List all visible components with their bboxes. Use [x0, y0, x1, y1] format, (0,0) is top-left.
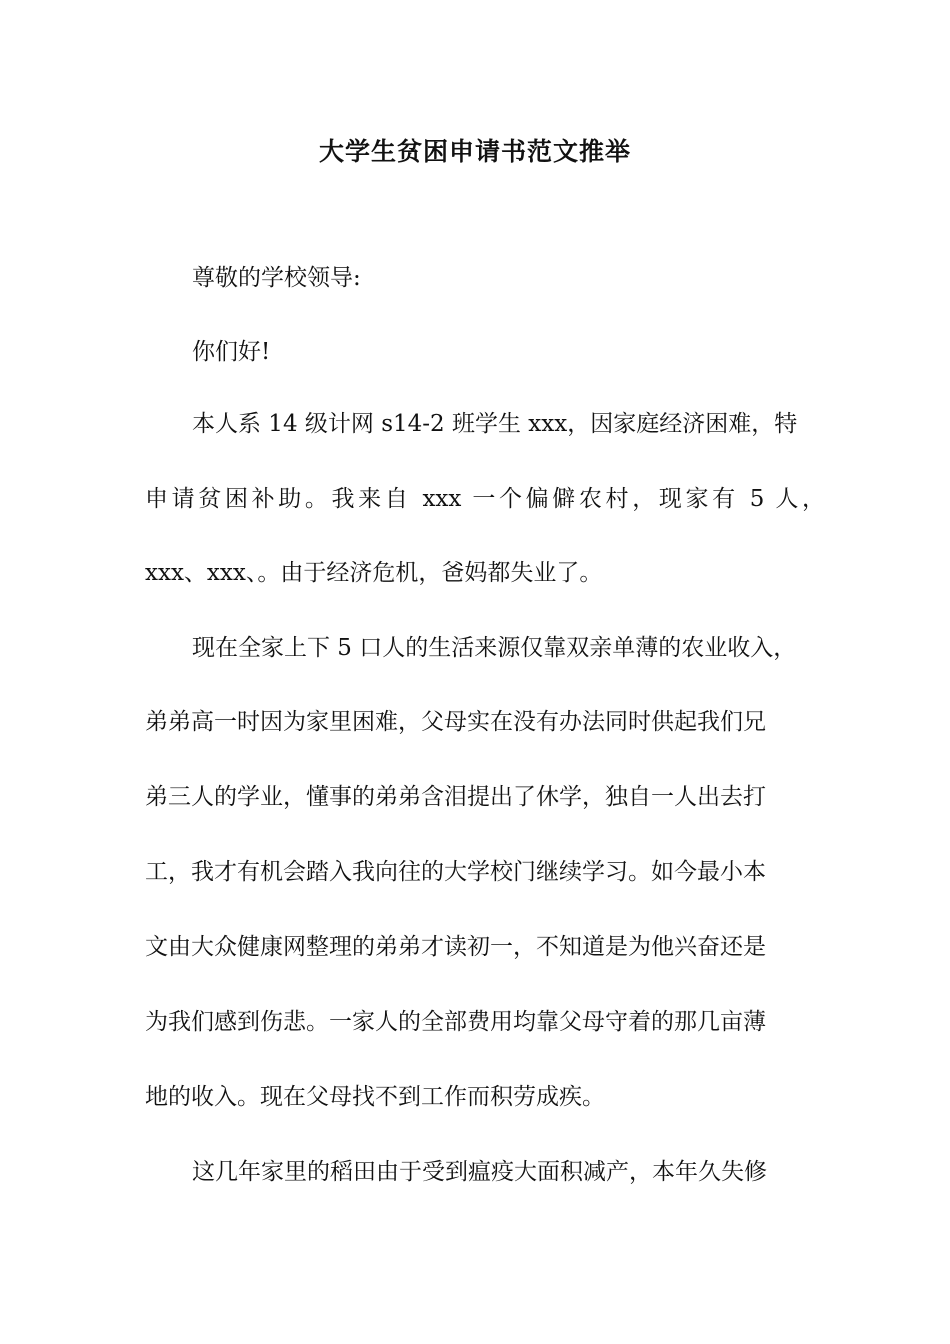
paragraph-line: 弟弟高一时因为家里困难，父母实在没有办法同时供起我们兄 [145, 709, 766, 735]
paragraph-line: 这几年家里的稻田由于受到瘟疫大面积减产，本年久失修 [192, 1159, 767, 1185]
document-title: 大学生贫困申请书范文推举 [318, 137, 631, 166]
paragraph-line: 现在全家上下 5 口人的生活来源仅靠双亲单薄的农业收入， [192, 635, 797, 661]
salutation: 尊敬的学校领导: [192, 265, 361, 291]
paragraph-line: 工，我才有机会踏入我向往的大学校门继续学习。如今最小本 [145, 859, 766, 885]
paragraph-line: 本人系 14 级计网 s14-2 班学生 xxx，因家庭经济困难，特 [192, 411, 798, 437]
paragraph-line: 文由大众健康网整理的弟弟才读初一，不知道是为他兴奋还是 [145, 934, 766, 960]
paragraph-line: 弟三人的学业，懂事的弟弟含泪提出了休学，独自一人出去打 [145, 784, 766, 810]
paragraph-line: 为我们感到伤悲。一家人的全部费用均靠父母守着的那几亩薄 [145, 1009, 766, 1035]
paragraph-line: 地的收入。现在父母找不到工作而积劳成疾。 [145, 1084, 605, 1110]
paragraph-line: 申请贫困补助。我来自 xxx 一个偏僻农村，现家有 5 人， [145, 486, 825, 512]
paragraph-line: xxx、xxx、。由于经济危机，爸妈都失业了。 [145, 560, 603, 586]
greeting: 你们好! [192, 339, 271, 365]
